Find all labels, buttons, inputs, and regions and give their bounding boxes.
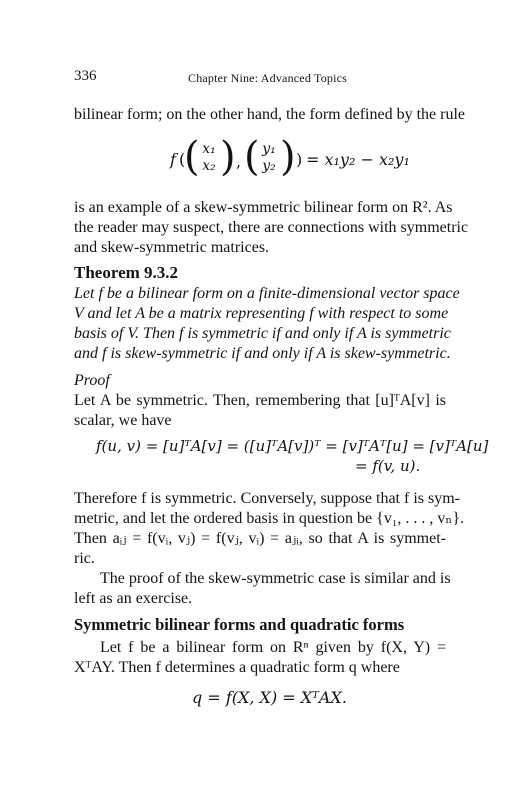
proof-line-8: left as an exercise. xyxy=(74,590,193,607)
proof-line-7: The proof of the skew-symmetric case is similar and is xyxy=(100,570,451,587)
intro-line-2: is an example of a skew-symmetric bilinear form on R². As xyxy=(74,199,453,216)
page-number: 336 xyxy=(74,68,97,84)
proof-line-4: metric, and let the ordered basis in question be {v₁, . . . , vₙ}. xyxy=(74,510,464,527)
proof-line-5: Then aᵢⱼ = f(vᵢ, vⱼ) = f(vⱼ, vᵢ) = aⱼᵢ, so that A is symmet- xyxy=(74,530,446,547)
symmetry-equation-line-1: f(u, v) = [u]ᵀA[v] = ([u]ᵀA[v])ᵀ = [v]ᵀAᵀ[u] = [v]ᵀA[u] xyxy=(96,437,489,455)
intro-line-3: the reader may suspect, there are connections with symmetric xyxy=(74,219,469,236)
symmetry-equation-line-2: = f(v, u). xyxy=(355,457,421,475)
proof-line-6: ric. xyxy=(74,550,95,567)
theorem-line-4: and f is skew-symmetric if and only if A is skew-symmetric. xyxy=(74,345,451,362)
theorem-line-1: Let f be a bilinear form on a finite-dimensional vector space xyxy=(74,285,460,302)
vector-x: x₁ x₂ xyxy=(202,141,216,174)
section-line-2: XᵀAY. Then f determines a quadratic form q where xyxy=(74,659,400,676)
formula-f: f xyxy=(170,150,176,169)
proof-line-1: Let A be symmetric. Then, remembering that [u]ᵀA[v] is xyxy=(74,392,446,409)
theorem-line-3: basis of V. Then f is symmetric if and only if A is symmetric xyxy=(74,325,451,342)
page: 336 Chapter Nine: Advanced Topics bilinear form; on the other hand, the form defined by the rule f ( ( x₁ x₂ ) , ( y₁ y₂ ) ) = x₁y₂ − x₂y₁ is an example of a skew-symmetric bilinear form on R². As the reader may suspect, there are connections with symmetric and skew-symmetric matrices. Theorem 9.3.2 Let f be a bilinear form on a finite-dimensional vector space V and let A be a matrix representing f with respect to some basis of V. Then f is symmetric if and only if A is symmetric and f is skew-symmetric if and only if A is skew-symmetric. Proof Let A be symmetric. Then, remembering that [u]ᵀA[v] is scalar, we have f(u, v) = [u]ᵀA[v] = ([u]ᵀA[v])ᵀ = [v]ᵀAᵀ[u] = [v]ᵀA[u] = f(v, u). Therefore f is symmetric. Conversely, suppose that f is sym- metric, and let the ordered basis in question be {v₁, . . . , vₙ}. Then aᵢⱼ = f(vᵢ, vⱼ) = f(vⱼ, vᵢ) = aⱼᵢ, so that A is symmet- ric. The proof of the skew-symmetric case is similar and is left as an exercise. Symmetric bilinear forms and quadratic forms Let f be a bilinear form on Rⁿ given by f(X, Y) = XᵀAY. Then f determines a quadratic form q where q = f(X, X) = XᵀAX. xyxy=(74,68,489,707)
quadratic-form-equation: q = f(X, X) = XᵀAX. xyxy=(192,688,347,707)
section-heading: Symmetric bilinear forms and quadratic forms xyxy=(74,615,405,634)
vector-y: y₁ y₂ xyxy=(262,141,276,174)
theorem-line-2: V and let A be a matrix representing f with respect to some xyxy=(74,305,449,322)
theorem-heading: Theorem 9.3.2 xyxy=(74,263,179,282)
proof-line-3: Therefore f is symmetric. Conversely, suppose that f is sym- xyxy=(74,490,460,507)
section-line-1: Let f be a bilinear form on Rⁿ given by f(X, Y) = xyxy=(100,639,446,656)
intro-line-4: and skew-symmetric matrices. xyxy=(74,239,270,256)
intro-line-1: bilinear form; on the other hand, the form defined by the rule xyxy=(74,106,465,123)
proof-heading: Proof xyxy=(74,372,110,389)
chapter-title: Chapter Nine: Advanced Topics xyxy=(188,71,348,85)
formula-rhs: = x₁y₂ − x₂y₁ xyxy=(306,150,410,169)
proof-line-2: scalar, we have xyxy=(74,412,172,429)
